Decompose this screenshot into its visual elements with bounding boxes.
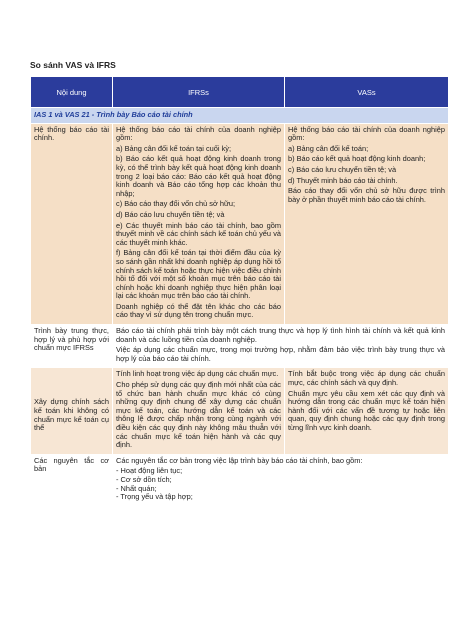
row-label: Xây dựng chính sách kế toán khi không có chuẩn mực kế toán cụ thể — [31, 368, 113, 454]
header-ifrs: IFRSs — [113, 77, 285, 108]
table-row — [31, 325, 449, 368]
merged-cell — [113, 325, 449, 368]
cell-paragraph: d) Thuyết minh báo cáo tài chính. — [288, 175, 398, 185]
ifrs-cell — [113, 368, 285, 454]
vas-cell — [285, 368, 449, 454]
cell-paragraph: Hệ thống báo cáo tài chính của doanh nghiệp gồm: — [288, 124, 445, 143]
row-label: Hệ thống báo cáo tài chính. — [31, 123, 113, 324]
row-label: Các nguyên tắc cơ bản — [31, 454, 113, 504]
table-row — [31, 454, 449, 504]
list-item: - Nhất quán; — [116, 483, 157, 493]
cell-paragraph: b) Báo cáo kết quả hoạt động kinh doanh; — [288, 154, 426, 164]
table-row — [31, 123, 449, 324]
table-header — [31, 77, 449, 108]
vas-cell — [285, 123, 449, 324]
comparison-table — [30, 76, 449, 505]
table-row — [31, 368, 449, 454]
cell-paragraph: Cho phép sử dụng các quy định mới nhất của các tổ chức ban hành chuẩn mực khác có cùng những quy định chung để xây dựng các chuẩn mực kế toán, các hướng dẫn kế toán và các thông lệ được chấp nhận trong cùng ngành với điều kiện các quy định này không mâu thuẫn với các chuẩn mực kế toán hiện hành và các quy định. — [116, 380, 281, 450]
cell-paragraph: Các nguyên tắc cơ bản trong việc lập trình bày báo cáo tài chính, bao gồm: — [116, 455, 363, 465]
cell-paragraph: d) Báo cáo lưu chuyển tiền tệ; và — [116, 209, 225, 219]
section-title: IAS 1 và VAS 21 - Trình bày Báo cáo tài chính — [31, 108, 449, 124]
cell-paragraph: Tính linh hoạt trong việc áp dụng các chuẩn mực. — [116, 369, 279, 379]
header-content: Nội dung — [31, 77, 113, 108]
cell-paragraph: f) Bảng cân đối kế toán tại thời điểm đầu của kỳ so sánh gần nhất khi doanh nghiệp áp dụng hồi tố chính sách kế toán hoặc thực hiện việc điều chỉnh hồi tố đối với một số khoản mục trên báo cáo tài chính hoặc khi doanh nghiệp thực hiện phân loại lại các khoản mục trên báo cáo tài chính. — [116, 248, 281, 301]
list-item: - Trọng yếu và tập hợp; — [116, 492, 193, 502]
cell-paragraph: a) Bảng cân đối kế toán; — [288, 143, 369, 153]
cell-paragraph: b) Báo cáo kết quả hoạt động kinh doanh trong kỳ, có thể trình bày kết quả hoạt động kinh doanh trong 2 loại báo cáo: Báo cáo kết quả hoạt động kinh doanh và Báo cáo tổng hợp các khoản thu nhập; — [116, 154, 281, 198]
cell-paragraph: a) Bảng cân đối kế toán tại cuối kỳ; — [116, 143, 232, 153]
list-item: - Cơ sở dồn tích; — [116, 474, 172, 484]
row-label: Trình bày trung thực, hợp lý và phù hợp với chuẩn mực IFRSs — [31, 325, 113, 368]
cell-paragraph: Hệ thống báo cáo tài chính của doanh nghiệp gồm: — [116, 124, 281, 143]
principles-list — [116, 467, 445, 501]
list-item: - Hoạt động liên tục; — [116, 466, 183, 476]
cell-paragraph: Chuẩn mực yêu cầu xem xét các quy định và hướng dẫn trong các chuẩn mực kế toán hiện hành đối với các vấn đề tương tự hoặc liên quan, quy định chung hoặc các quy định trong từng lĩnh vực kinh doanh. — [288, 388, 445, 432]
cell-paragraph: e) Các thuyết minh báo cáo tài chính, bao gồm thuyết minh về các chính sách kế toán chủ yếu và các thuyết minh khác. — [116, 220, 281, 247]
page-title: So sánh VAS và IFRS — [30, 60, 116, 70]
cell-paragraph: Báo cáo thay đổi vốn chủ sở hữu được trình bày ở phần thuyết minh báo cáo tài chính. — [288, 186, 445, 204]
ifrs-cell — [113, 123, 285, 324]
cell-paragraph: c) Báo cáo thay đổi vốn chủ sở hữu; — [116, 199, 236, 209]
cell-paragraph: Doanh nghiệp có thể đặt tên khác cho các báo cáo thay vì sử dụng tên trong chuẩn mực. — [116, 301, 281, 320]
merged-cell — [113, 454, 449, 504]
cell-paragraph: Báo cáo tài chính phải trình bày một cách trung thực và hợp lý tình hình tài chính và kết quả kinh doanh và các luồng tiền của doanh nghiệp. — [116, 326, 445, 344]
cell-paragraph: Tính bắt buộc trong việc áp dụng các chuẩn mực, các chính sách và quy định. — [288, 369, 445, 388]
cell-paragraph: c) Báo cáo lưu chuyển tiền tệ; và — [288, 164, 397, 174]
cell-paragraph: Việc áp dụng các chuẩn mực, trong mọi trường hợp, nhằm đảm bảo việc trình bày trung thực và hợp lý của báo cáo tài chính. — [116, 345, 445, 363]
header-vas: VASs — [285, 77, 449, 108]
section-row — [31, 108, 449, 124]
